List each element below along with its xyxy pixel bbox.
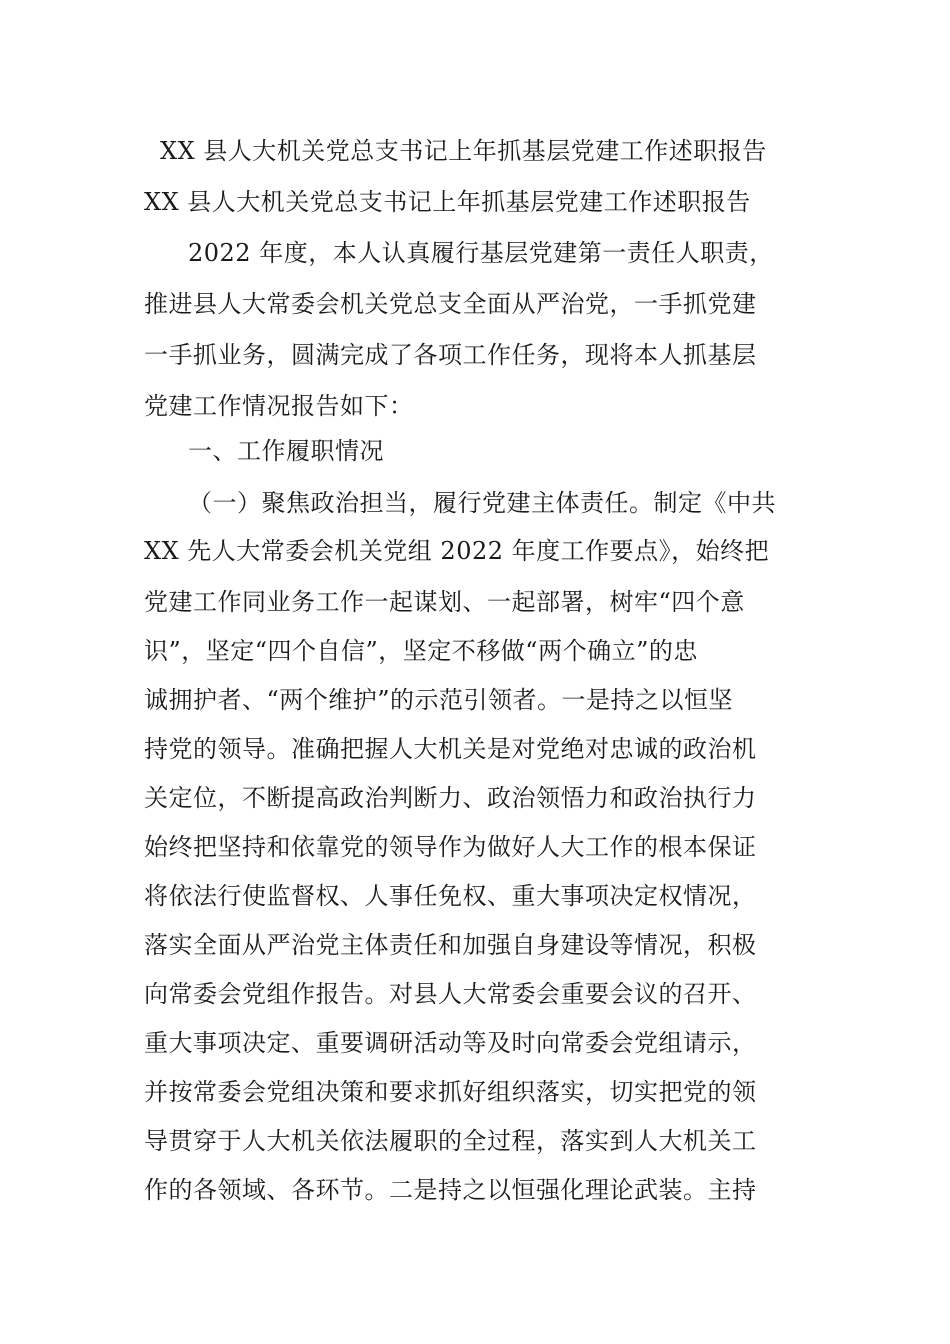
body-line-16: 向常委会党组作报告。对县人大常委会重要会议的召开、 [144, 980, 757, 1008]
body-line-4: 党建工作情况报告如下： [144, 392, 414, 420]
body-line-8: 党建工作同业务工作一起谋划、一起部署，树牢“四个意 [144, 588, 745, 616]
body-line-3: 一手抓业务，圆满完成了各项工作任务，现将本人抓基层 [144, 341, 757, 369]
body-line-2: 推进县人大常委会机关党总支全面从严治党，一手抓党建 [144, 290, 757, 318]
document-title-line-1: XX 县人大机关党总支书记上年抓基层党建工作述职报告 [160, 137, 767, 165]
body-line-7: XX 先人大常委会机关党组 2022 年度工作要点》，始终把 [144, 537, 770, 565]
body-line-15: 落实全面从严治党主体责任和加强自身建设等情况，积极 [144, 931, 757, 959]
body-line-17: 重大事项决定、重要调研活动等及时向常委会党组请示， [144, 1029, 757, 1057]
body-line-13: 始终把坚持和依靠党的领导作为做好人大工作的根本保证 [144, 833, 757, 861]
body-line-10: 诚拥护者、“两个维护”的示范引领者。一是持之以恒坚 [144, 686, 734, 714]
body-line-9: 识”，坚定“四个自信”，坚定不移做“两个确立”的忠 [144, 637, 698, 665]
body-line-19: 导贯穿于人大机关依法履职的全过程，落实到人大机关工 [144, 1127, 757, 1155]
body-line-11: 持党的领导。准确把握人大机关是对党绝对忠诚的政治机 [144, 735, 757, 763]
body-line-18: 并按常委会党组决策和要求抓好组织落实，切实把党的领 [144, 1078, 757, 1106]
body-line-6: （一）聚焦政治担当，履行党建主体责任。制定《中共 [188, 489, 776, 517]
body-line-12: 关定位，不断提高政治判断力、政治领悟力和政治执行力 [144, 784, 757, 812]
body-line-1: 2022 年度，本人认真履行基层党建第一责任人职责， [188, 239, 774, 267]
body-line-20: 作的各领域、各环节。二是持之以恒强化理论武装。主持 [144, 1176, 757, 1204]
section-heading: 一、工作履职情况 [188, 437, 384, 465]
document-title-line-2: XX 县人大机关党总支书记上年抓基层党建工作述职报告 [144, 188, 751, 216]
body-line-14: 将依法行使监督权、人事任免权、重大事项决定权情况， [144, 882, 757, 910]
